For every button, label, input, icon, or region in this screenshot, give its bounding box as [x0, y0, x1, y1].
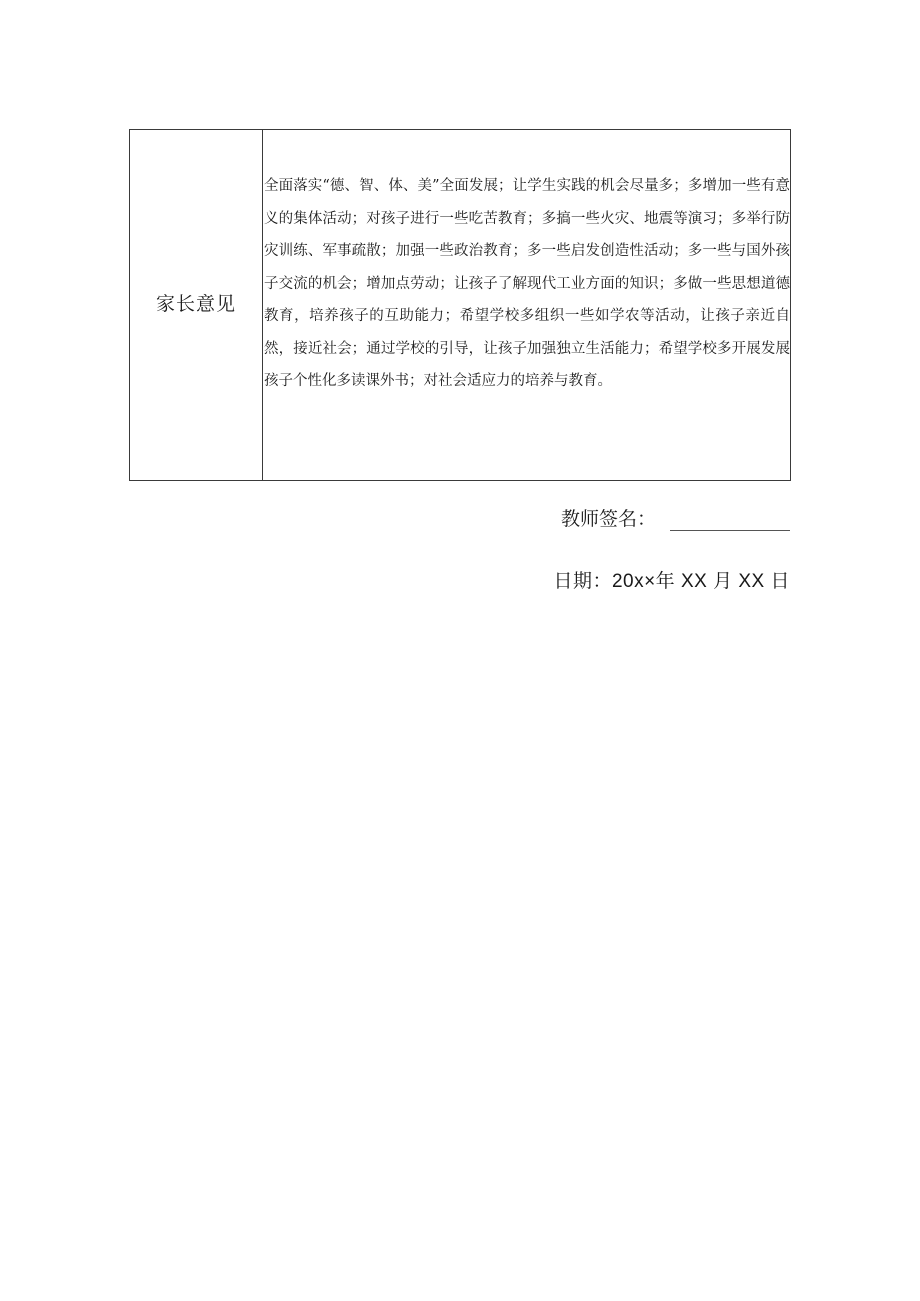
date-line: 日期：20x×年 XX 月 XX 日: [553, 571, 790, 592]
parent-opinion-text: 全面落实“德、智、体、美”全面发展；让学生实践的机会尽量多；多增加一些有意义的集体活动；对孩子进行一些吃苦教育；多搞一些火灾、地震等演习；多举行防灾训练、军事疏散；加强一些政治教育；多一些启发创造性活动；多一些与国外孩子交流的机会；增加点劳动；让孩子了解现代工业方面的知识；多做一些思想道德教育，培养孩子的互助能力；希望学校多组织一些如学农等活动，让孩子亲近自然，接近社会；通过学校的引导，让孩子加强独立生活能力；希望学校多开展发展孩子个性化多读课外书；对社会适应力的培养与教育。: [264, 178, 790, 389]
parent-opinion-table: [129, 129, 791, 481]
teacher-signature-label: 教师签名：: [560, 509, 656, 530]
parent-opinion-content-cell: [263, 130, 790, 480]
parent-opinion-label: 家长意见: [130, 130, 263, 480]
teacher-signature-row: [561, 504, 790, 531]
teacher-signature-blank[interactable]: [670, 506, 790, 531]
